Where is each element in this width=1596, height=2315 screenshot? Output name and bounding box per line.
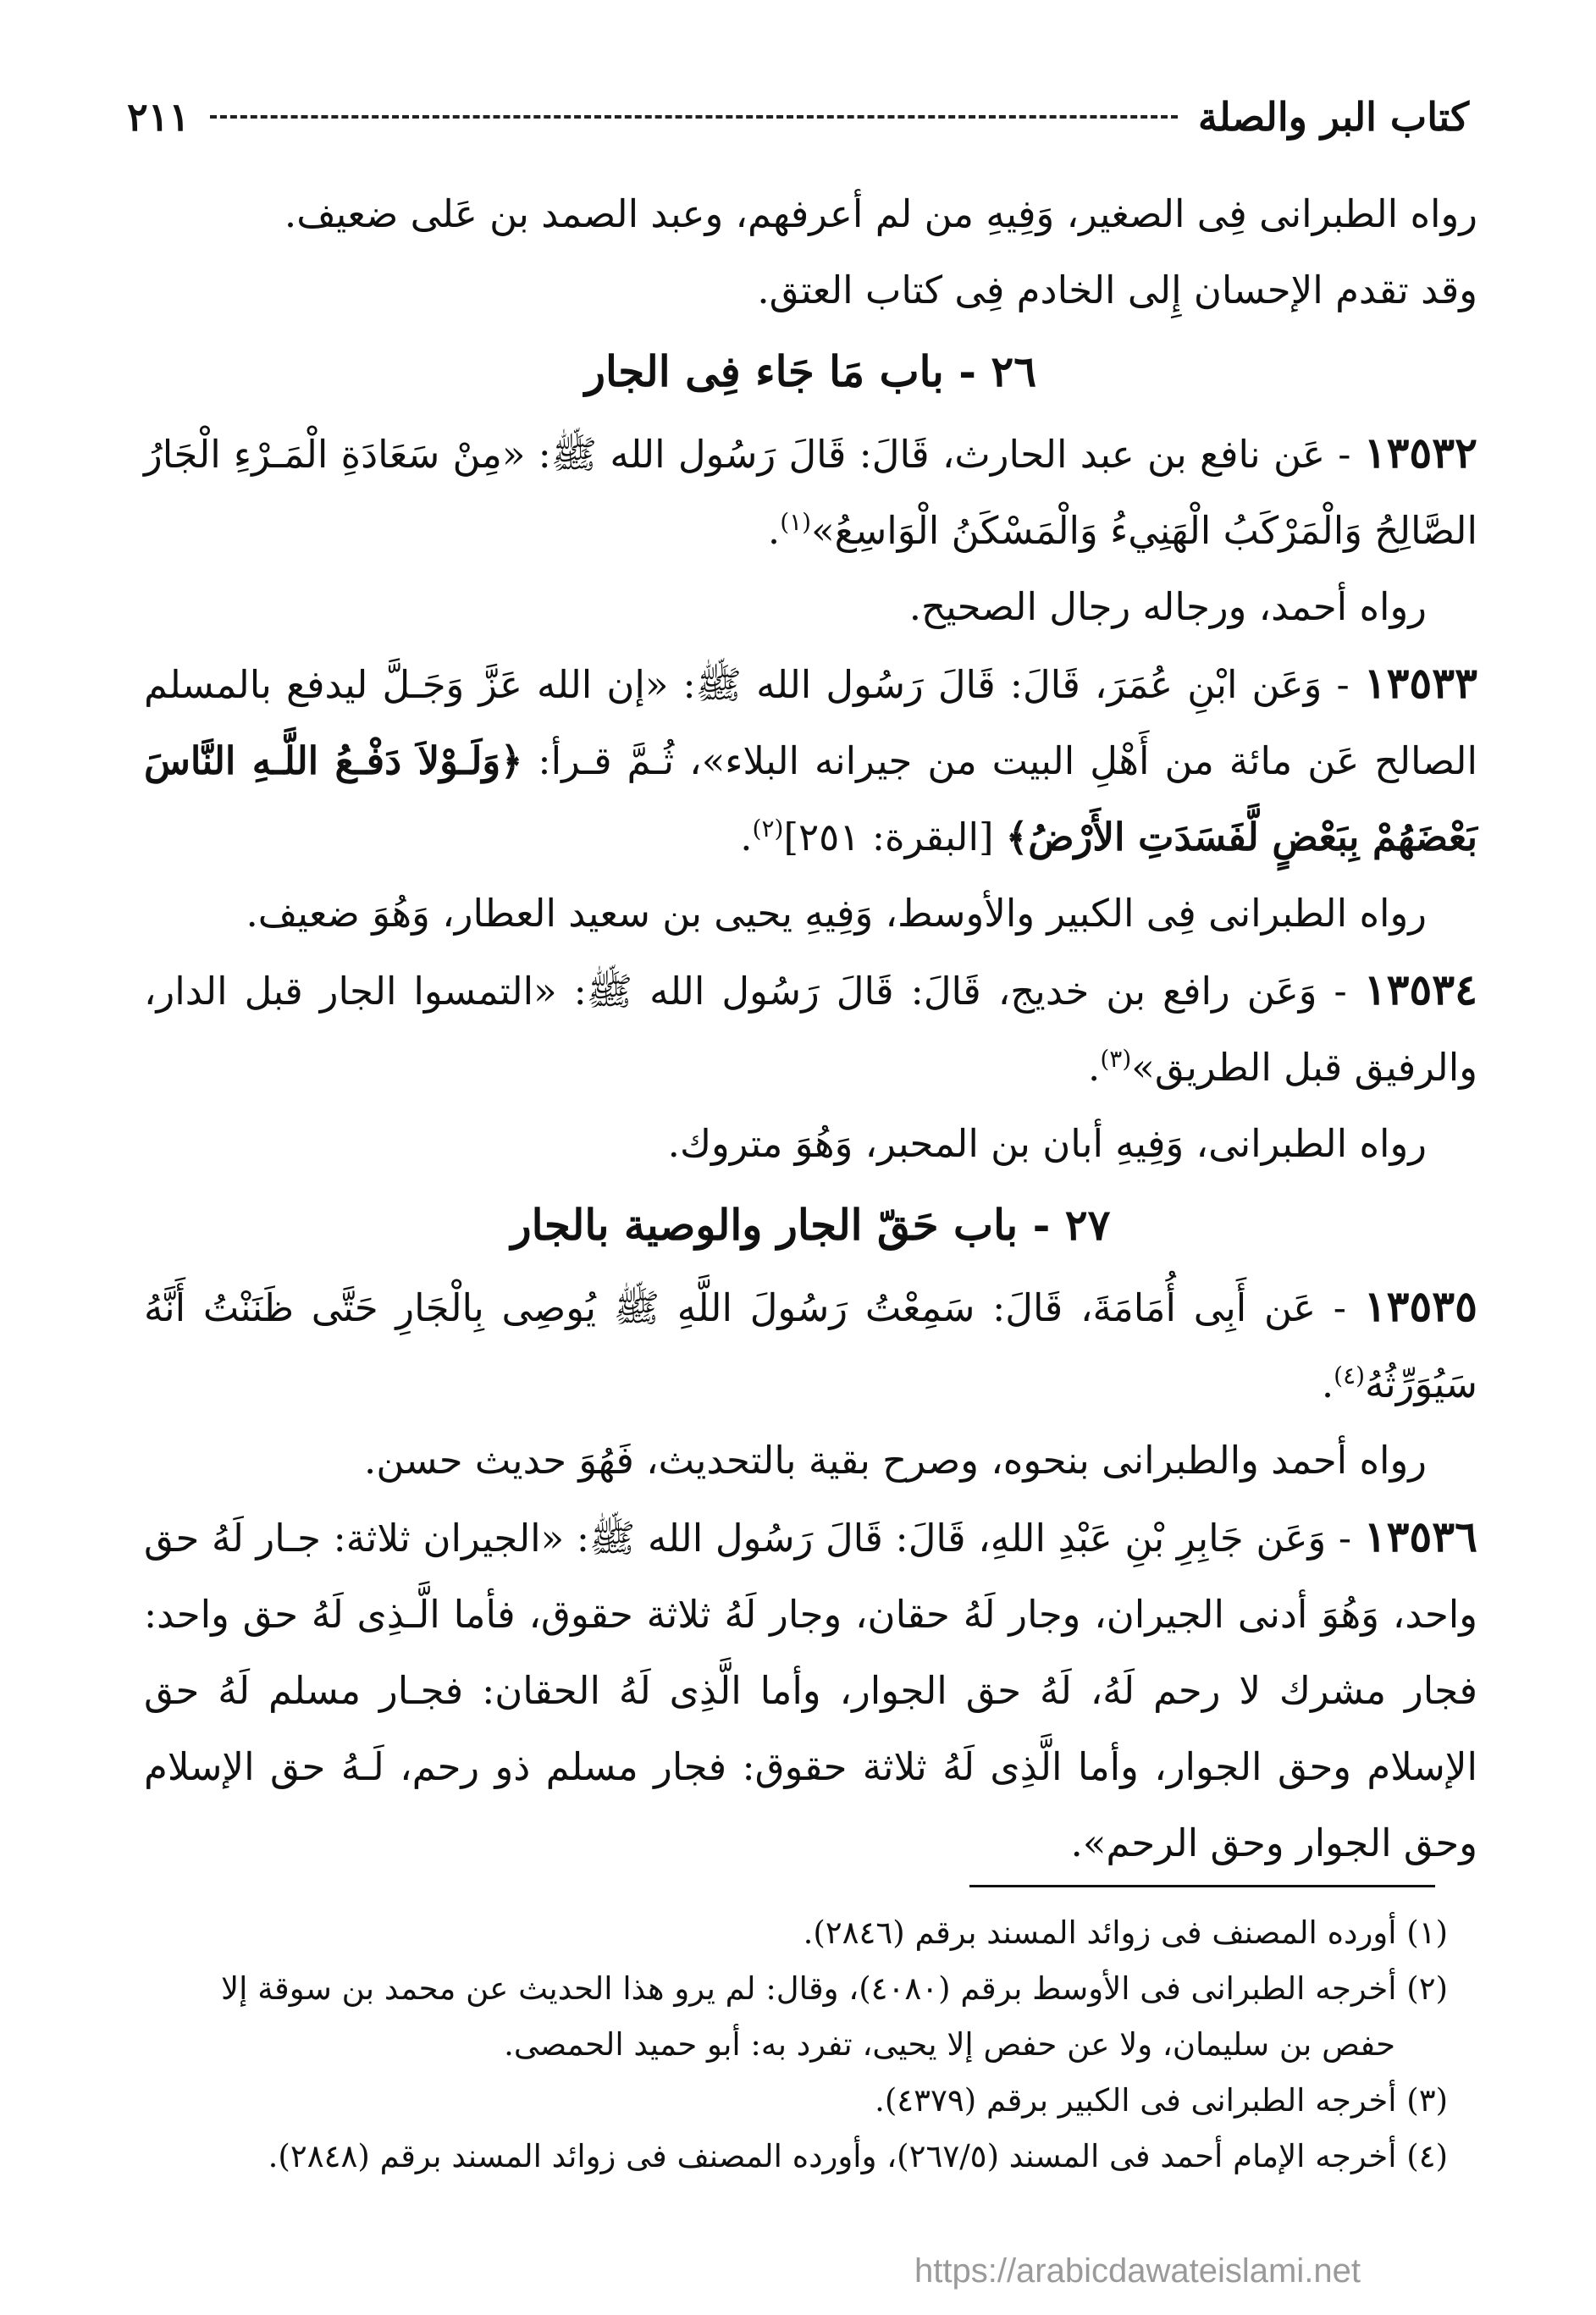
hadith-13535	[144, 1268, 1477, 1423]
footnote-1: (١) أورده المصنف فى زوائد المسند برقم (٢٨٤٦).	[803, 1914, 1448, 1951]
book-title: كتاب البر والصلة	[1198, 94, 1469, 140]
hadith-13534	[144, 952, 1477, 1106]
hadith-13536	[144, 1499, 1477, 1881]
quran-citation: [البقرة: ٢٥١]	[783, 815, 1006, 859]
footnote-2: (٢) أخرجه الطبرانى فى الأوسط برقم (٤٠٨٠)، وقال: لم يرو هذا الحديث عن محمد بن سوقة إلا	[221, 1970, 1448, 2007]
narration-note: رواه الطبرانى فِى الكبير والأوسط، وَفِيهِ يحيى بن سعيد العطار، وَهُوَ ضعيف.	[246, 891, 1427, 936]
hadith-number: ١٣٥٣٦	[1363, 1511, 1477, 1561]
watermark-url: https://arabicdawateislami.net	[914, 2252, 1361, 2290]
period: .	[767, 508, 781, 553]
hadith-text: - عَن أَبِى أُمَامَةَ، قَالَ: سَمِعْتُ رَسُولَ اللَّهِ ﷺ يُوصِى بِالْجَارِ حَتَّى ظَنَنْتُ أَنَّهُ سَيُوَرِّثُهُ	[144, 1285, 1477, 1406]
paragraph: وقد تقدم الإحسان إِلى الخادم فِى كتاب العتق.	[757, 268, 1477, 312]
narration-note: رواه أحمد والطبرانى بنحوه، وصرح بقية بالتحديث، فَهُوَ حديث حسن.	[364, 1438, 1427, 1483]
footnote-separator	[969, 1885, 1435, 1887]
footnotes	[203, 1905, 1448, 2185]
chapter-heading-27: ٢٧ - باب حَقّ الجار والوصية بالجار	[511, 1200, 1111, 1250]
hadith-13533	[144, 645, 1477, 876]
footnote-2-continued: حفص بن سليمان، ولا عن حفص إلا يحيى، تفرد به: أبو حميد الحمصى.	[504, 2026, 1395, 2063]
quran-verse: ﴿وَلَـوْلاَ دَفْـعُ اللَّـهِ النَّاسَ بَعْضَهُمْ بِبَعْضٍ لَّفَسَدَتِ الأَرْضُ﴾	[144, 738, 1477, 859]
period: .	[1088, 1045, 1101, 1090]
hadith-number: ١٣٥٣٤	[1363, 964, 1477, 1014]
hadith-text: - وَعَن جَابِرِ بْنِ عَبْدِ اللهِ، قَالَ: قَالَ رَسُول الله ﷺ: «الجيران ثلاثة: جـار لَهُ حق واحد، وَهُوَ أدنى الجيران، وجار لَهُ حقان، وجار لَهُ ثلاثة حقوق، فأما الَّـذِى لَهُ حق واحد: فجار مشرك لا رحم لَهُ، لَهُ حق الجوار، وأما الَّذِى لَهُ الحقان: فجـار مسلم لَهُ حق الإسلام وحق الجوار، وأما الَّذِى لَهُ ثلاثة حقوق: فجار مسلم ذو رحم، لَـهُ حق الإسلام وحق الجوار وحق الرحم».	[144, 1516, 1477, 1865]
header-dashed-line	[210, 115, 1178, 119]
chapter-heading-26: ٢٦ - باب مَا جَاء فِى الجار	[584, 346, 1037, 396]
hadith-number: ١٣٥٣٣	[1363, 658, 1477, 708]
hadith-number: ١٣٥٣٢	[1363, 428, 1477, 478]
page-header	[127, 91, 1469, 142]
period: .	[1321, 1362, 1334, 1406]
hadith-text: - عَن نافع بن عبد الحارث، قَالَ: قَالَ رَسُول الله ﷺ: «مِنْ سَعَادَةِ الْمَـرْءِ الْجَارُ الصَّالِحُ وَالْمَرْكَبُ الْهَنِيءُ وَالْمَسْكَنُ الْوَاسِعُ»	[144, 432, 1477, 553]
page-number: ٢١١	[127, 94, 191, 140]
footnote-marker: (١)	[780, 508, 812, 536]
footnote-3: (٣) أخرجه الطبرانى فى الكبير برقم (٤٣٧٩).	[875, 2082, 1448, 2119]
footnote-marker: (٢)	[752, 815, 784, 843]
period: .	[740, 815, 753, 859]
hadith-13532	[144, 415, 1477, 569]
narration-note: رواه الطبرانى، وَفِيهِ أبان بن المحبر، وَهُوَ متروك.	[667, 1121, 1427, 1166]
hadith-text: - وَعَن رافع بن خديج، قَالَ: قَالَ رَسُول الله ﷺ: «التمسوا الجار قبل الدار، والرفيق قبل الطريق»	[144, 969, 1477, 1090]
footnote-marker: (٣)	[1100, 1045, 1132, 1073]
footnote-4: (٤) أخرجه الإمام أحمد فى المسند (٢٦٧/٥)، وأورده المصنف فى زوائد المسند برقم (٢٨٤٨).	[268, 2138, 1448, 2174]
paragraph: رواه الطبرانى فِى الصغير، وَفِيهِ من لم أعرفهم، وعبد الصمد بن عَلى ضعيف.	[284, 191, 1477, 236]
page-body	[144, 176, 1477, 1881]
hadith-text: - وَعَن ابْنِ عُمَرَ، قَالَ: قَالَ رَسُول الله ﷺ: «إن الله عَزَّ وَجَـلَّ ليدفع بالمسلم الصالح عَن مائة من أَهْلِ البيت من جيرانه البلاء»، ثُـمَّ قـرأ:	[144, 662, 1478, 783]
hadith-number: ١٣٥٣٥	[1363, 1281, 1477, 1331]
footnote-marker: (٤)	[1334, 1362, 1366, 1390]
narration-note: رواه أحمد، ورجاله رجال الصحيح.	[908, 584, 1427, 629]
